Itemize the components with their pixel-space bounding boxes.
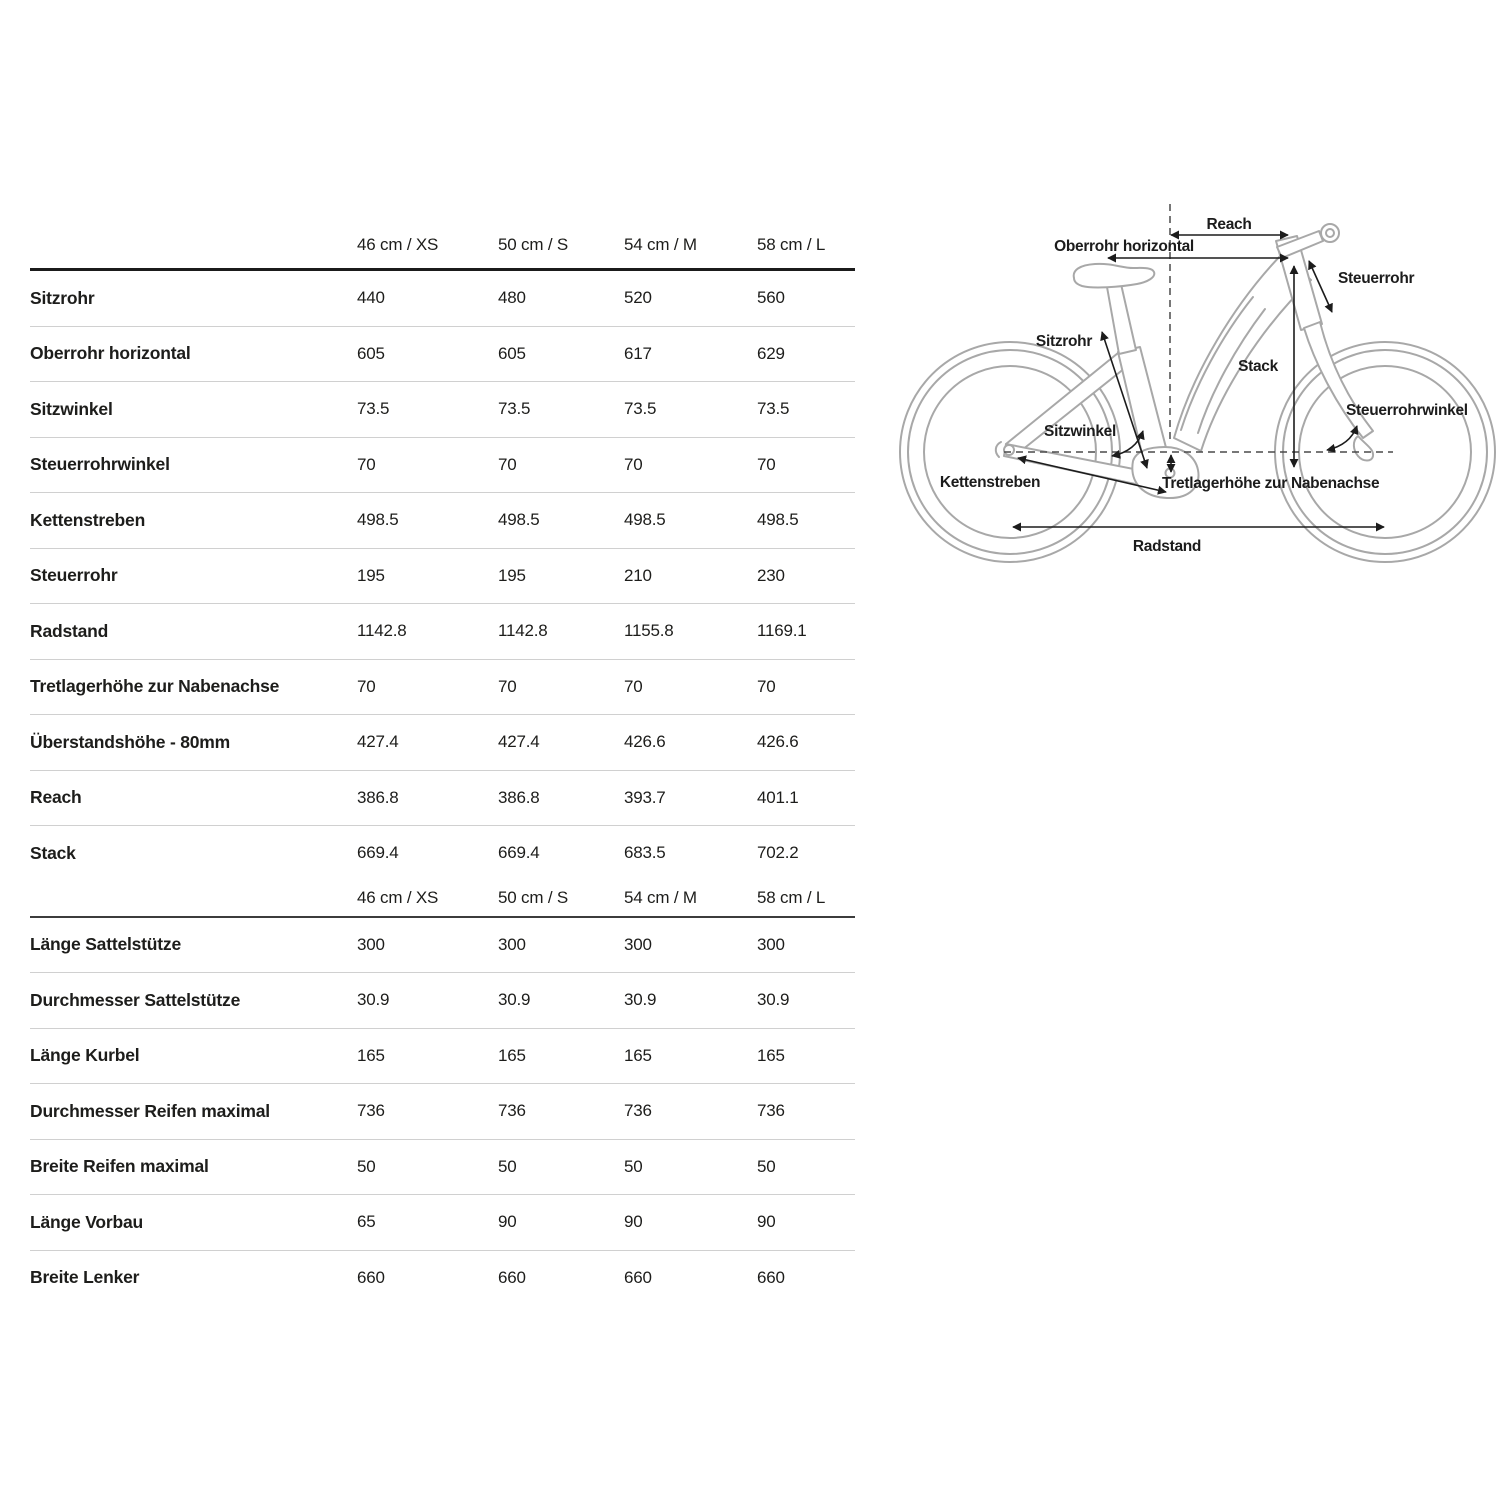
table-row	[30, 438, 855, 494]
handlebar-grip	[1326, 229, 1334, 237]
cell-value: 702.2	[757, 843, 799, 863]
table-row	[30, 1029, 855, 1085]
cell-value: 1155.8	[624, 621, 674, 641]
cell-value: 1169.1	[757, 621, 807, 641]
cell-value: 195	[357, 565, 385, 585]
cell-value: 300	[624, 934, 652, 954]
cell-value: 70	[498, 454, 517, 474]
row-label: Durchmesser Sattelstütze	[30, 989, 241, 1010]
geometry-spec-table	[30, 222, 855, 1305]
cell-value: 73.5	[757, 399, 790, 419]
cell-value: 165	[624, 1045, 652, 1065]
row-label: Breite Reifen maximal	[30, 1156, 209, 1177]
cell-value: 70	[357, 454, 376, 474]
cell-value: 498.5	[498, 510, 540, 530]
cell-value: 90	[757, 1212, 776, 1232]
diagram-label-sitzrohr: Sitzrohr	[1035, 333, 1093, 350]
cell-value: 300	[757, 934, 785, 954]
row-label: Breite Lenker	[30, 1267, 140, 1288]
diagram-label-steuerrohrwinkel: Steuerrohrwinkel	[1346, 402, 1468, 419]
cell-value: 70	[624, 454, 643, 474]
size-header-row	[30, 881, 855, 918]
cell-value: 660	[624, 1267, 652, 1287]
cell-value: 480	[498, 288, 526, 308]
table-row	[30, 549, 855, 605]
table-row	[30, 493, 855, 549]
cell-value: 50	[357, 1156, 376, 1176]
table-row	[30, 327, 855, 383]
cell-value: 210	[624, 565, 652, 585]
table-row	[30, 1251, 855, 1306]
cell-value: 683.5	[624, 843, 666, 863]
row-label: Länge Sattelstütze	[30, 934, 182, 955]
row-label: Kettenstreben	[30, 509, 146, 530]
cell-value: 669.4	[498, 843, 540, 863]
cell-value: 73.5	[624, 399, 657, 419]
cell-value: 70	[498, 676, 517, 696]
table-row	[30, 604, 855, 660]
cell-value: 386.8	[357, 787, 399, 807]
diagram-label-reach: Reach	[1206, 216, 1252, 233]
table-row	[30, 271, 855, 327]
cell-value: 230	[757, 565, 785, 585]
cell-value: 736	[757, 1101, 785, 1121]
row-label: Steuerrohrwinkel	[30, 454, 170, 475]
row-label: Überstandshöhe - 80mm	[30, 731, 231, 752]
row-label: Länge Kurbel	[30, 1045, 140, 1066]
cell-value: 30.9	[498, 990, 531, 1010]
cell-value: 73.5	[498, 399, 531, 419]
rear-dropout	[1004, 445, 1014, 455]
table-row	[30, 1084, 855, 1140]
cell-value: 30.9	[624, 990, 657, 1010]
diagram-label-kettenstreben: Kettenstreben	[939, 474, 1041, 491]
diagram-label-stack: Stack	[1238, 358, 1278, 375]
front-dropout	[1354, 436, 1373, 461]
cell-value: 30.9	[757, 990, 790, 1010]
derailleur-hanger	[996, 442, 1001, 457]
cell-value: 165	[498, 1045, 526, 1065]
cell-value: 165	[357, 1045, 385, 1065]
size-column-header: 54 cm / M	[624, 235, 697, 254]
component-rows-section	[30, 918, 855, 1306]
cell-value: 393.7	[624, 787, 666, 807]
size-header-row	[30, 222, 855, 271]
cell-value: 50	[498, 1156, 517, 1176]
saddle	[1074, 264, 1155, 288]
cell-value: 426.6	[624, 732, 666, 752]
table-row	[30, 973, 855, 1029]
row-label: Reach	[30, 787, 82, 808]
cell-value: 660	[357, 1267, 385, 1287]
cell-value: 70	[757, 454, 776, 474]
cell-value: 1142.8	[498, 621, 548, 641]
cell-value: 629	[757, 343, 785, 363]
table-row	[30, 1195, 855, 1251]
table-row	[30, 715, 855, 771]
row-label: Stack	[30, 842, 76, 863]
diagram-label-oberrohr-horizontal: Oberrohr horizontal	[1054, 238, 1194, 255]
cell-value: 50	[757, 1156, 776, 1176]
cell-value: 165	[757, 1045, 785, 1065]
cell-value: 498.5	[357, 510, 399, 530]
steuerrohrwinkel-arc	[1327, 426, 1357, 450]
size-column-header: 50 cm / S	[498, 235, 569, 254]
bike-geometry-diagram	[890, 190, 1500, 570]
row-label: Oberrohr horizontal	[30, 343, 191, 364]
fork	[1304, 322, 1373, 438]
diagram-label-tretlagerhoehe: Tretlagerhöhe zur Nabenachse	[1162, 475, 1380, 492]
cell-value: 300	[498, 934, 526, 954]
cell-value: 90	[498, 1212, 517, 1232]
cell-value: 70	[624, 676, 643, 696]
diagram-label-sitzwinkel: Sitzwinkel	[1044, 423, 1116, 440]
cell-value: 426.6	[757, 732, 799, 752]
cell-value: 605	[357, 343, 385, 363]
row-label: Sitzwinkel	[30, 398, 113, 419]
size-column-header: 58 cm / L	[757, 888, 826, 907]
row-label: Sitzrohr	[30, 287, 95, 308]
size-column-header: 58 cm / L	[757, 235, 826, 254]
row-label: Radstand	[30, 620, 109, 641]
cell-value: 440	[357, 288, 385, 308]
size-column-header: 50 cm / S	[498, 888, 569, 907]
cell-value: 300	[357, 934, 385, 954]
cell-value: 660	[498, 1267, 526, 1287]
cell-value: 669.4	[357, 843, 399, 863]
size-column-header: 46 cm / XS	[357, 888, 439, 907]
table-row	[30, 660, 855, 716]
table-row	[30, 918, 855, 974]
table-row	[30, 771, 855, 827]
diagram-label-steuerrohr: Steuerrohr	[1338, 270, 1415, 287]
cell-value: 736	[498, 1101, 526, 1121]
size-column-header: 46 cm / XS	[357, 235, 439, 254]
row-label: Durchmesser Reifen maximal	[30, 1100, 270, 1121]
cell-value: 386.8	[498, 787, 540, 807]
cell-value: 427.4	[498, 732, 540, 752]
seatpost	[1107, 284, 1136, 354]
cell-value: 401.1	[757, 787, 799, 807]
cell-value: 70	[357, 676, 376, 696]
row-label: Tretlagerhöhe zur Nabenachse	[30, 676, 280, 697]
cell-value: 660	[757, 1267, 785, 1287]
cell-value: 520	[624, 288, 652, 308]
cell-value: 1142.8	[357, 621, 407, 641]
table-row	[30, 382, 855, 438]
size-column-header: 54 cm / M	[624, 888, 697, 907]
cell-value: 498.5	[757, 510, 799, 530]
cell-value: 736	[624, 1101, 652, 1121]
cell-value: 427.4	[357, 732, 399, 752]
cell-value: 617	[624, 343, 652, 363]
cell-value: 73.5	[357, 399, 390, 419]
diagram-label-radstand: Radstand	[1132, 538, 1202, 555]
table-row	[30, 826, 855, 881]
cell-value: 50	[624, 1156, 643, 1176]
cell-value: 736	[357, 1101, 385, 1121]
cell-value: 70	[757, 676, 776, 696]
cell-value: 90	[624, 1212, 643, 1232]
cell-value: 30.9	[357, 990, 390, 1010]
row-label: Länge Vorbau	[30, 1211, 143, 1232]
cell-value: 498.5	[624, 510, 666, 530]
row-label: Steuerrohr	[30, 565, 118, 586]
geometry-rows-section	[30, 271, 855, 881]
table-row	[30, 1140, 855, 1196]
cell-value: 195	[498, 565, 526, 585]
cell-value: 560	[757, 288, 785, 308]
cell-value: 605	[498, 343, 526, 363]
cell-value: 65	[357, 1212, 376, 1232]
